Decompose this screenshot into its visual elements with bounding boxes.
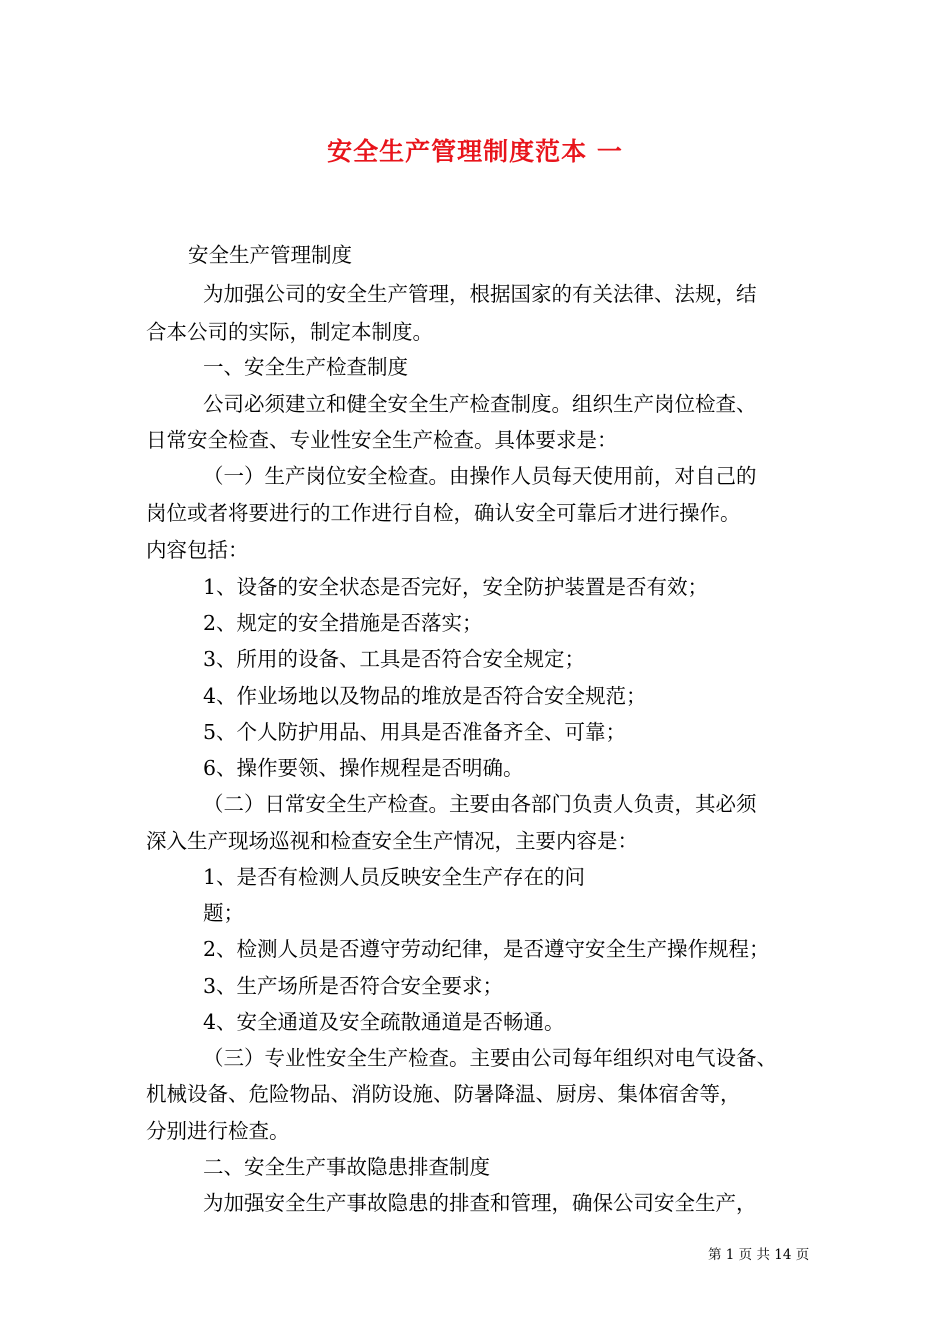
list-item: 6、操作要领、操作规程是否明确。: [203, 756, 524, 780]
paragraph-line: 日常安全检查、专业性安全生产检查。具体要求是：: [146, 428, 618, 452]
list-item: 3、所用的设备、工具是否符合安全规定；: [203, 647, 586, 671]
paragraph-line: 合本公司的实际，制定本制度。: [146, 320, 433, 344]
list-item: 1、是否有检测人员反映安全生产存在的问: [203, 865, 586, 889]
paragraph-line: 为加强公司的安全生产管理，根据国家的有关法律、法规，结: [203, 282, 757, 306]
section-heading: 一、安全生产检查制度: [203, 355, 408, 379]
section-heading: 安全生产管理制度: [188, 243, 352, 267]
list-item: 5、个人防护用品、用具是否准备齐全、可靠；: [203, 720, 627, 744]
list-item: 4、安全通道及安全疏散通道是否畅通。: [203, 1010, 565, 1034]
section-heading: 二、安全生产事故隐患排查制度: [203, 1155, 490, 1179]
paragraph-line: （三）专业性安全生产检查。主要由公司每年组织对电气设备、: [203, 1046, 777, 1070]
list-item: 2、检测人员是否遵守劳动纪律，是否遵守安全生产操作规程；: [203, 937, 770, 961]
paragraph-line: 公司必须建立和健全安全生产检查制度。组织生产岗位检查、: [203, 392, 757, 416]
list-item: 3、生产场所是否符合安全要求；: [203, 974, 504, 998]
page-number: 第 1 页 共 14 页: [708, 1247, 810, 1263]
paragraph-line: （一）生产岗位安全检查。由操作人员每天使用前，对自己的: [203, 464, 757, 488]
paragraph-line: 为加强安全生产事故隐患的排查和管理，确保公司安全生产，: [203, 1191, 757, 1215]
paragraph-line: 深入生产现场巡视和检查安全生产情况，主要内容是：: [146, 829, 638, 853]
paragraph-line: 内容包括：: [146, 538, 249, 562]
document-title: 安全生产管理制度范本 一: [327, 137, 623, 166]
paragraph-line: 岗位或者将要进行的工作进行自检，确认安全可靠后才进行操作。: [146, 501, 741, 525]
paragraph-line: 机械设备、危险物品、消防设施、防暑降温、厨房、集体宿舍等，: [146, 1082, 741, 1106]
list-item: 题；: [203, 901, 244, 925]
paragraph-line: 分别进行检查。: [146, 1119, 290, 1143]
paragraph-line: （二）日常安全生产检查。主要由各部门负责人负责，其必须: [203, 792, 757, 816]
list-item: 4、作业场地以及物品的堆放是否符合安全规范；: [203, 684, 647, 708]
list-item: 1、设备的安全状态是否完好，安全防护装置是否有效；: [203, 575, 709, 599]
list-item: 2、规定的安全措施是否落实；: [203, 611, 483, 635]
